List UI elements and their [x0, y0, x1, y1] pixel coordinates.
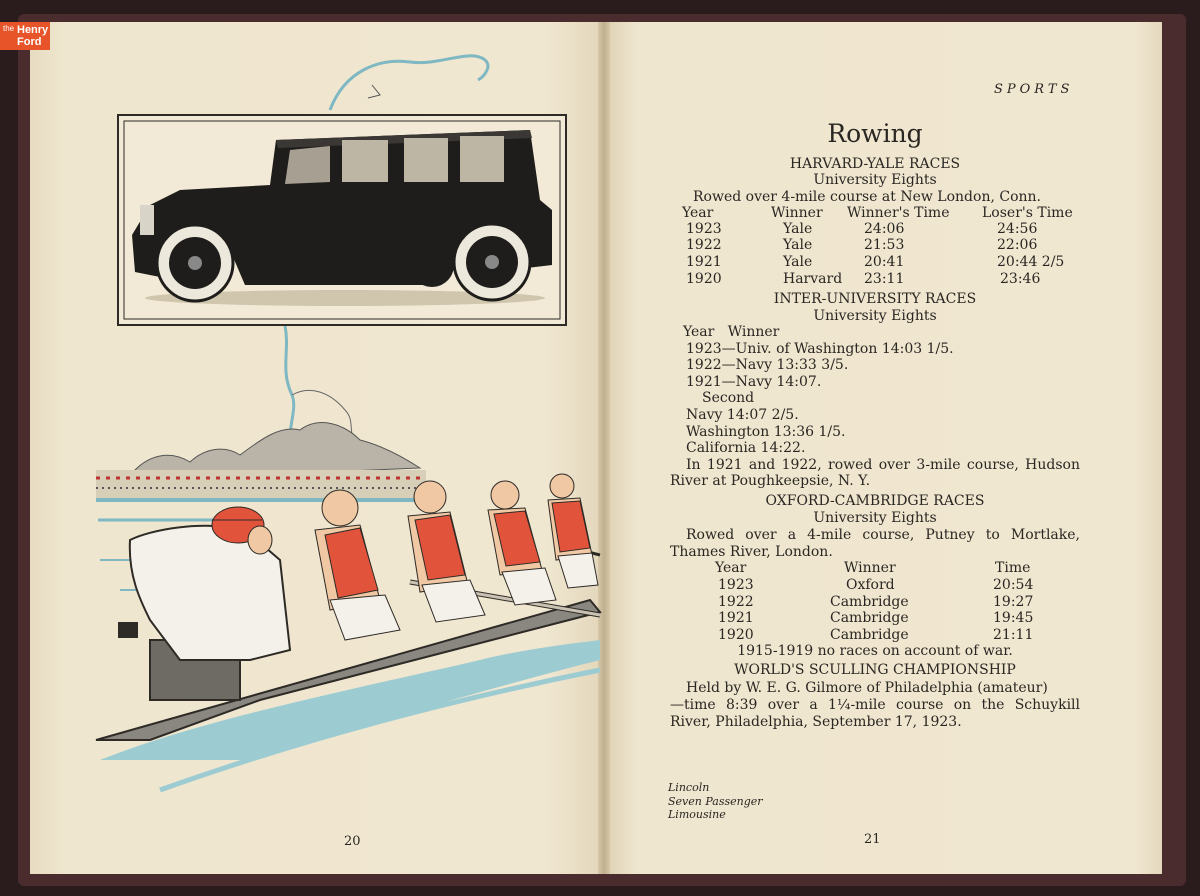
oc-row-3-winner: Cambridge: [830, 610, 909, 626]
harvard-yale-heading: HARVARD-YALE RACES: [789, 156, 961, 172]
oc-row-3-year: 1921: [718, 610, 754, 626]
logo-ford: Ford: [17, 36, 42, 48]
logo-henry: Henry: [17, 24, 49, 36]
hy-row-4-winner: Harvard: [783, 271, 843, 287]
car-caption-line-1: Lincoln: [668, 781, 710, 794]
hy-row-1-year: 1923: [686, 221, 722, 237]
page-title: Rowing: [827, 119, 923, 148]
sculling-line-1: Held by W. E. G. Gilmore of Philadelphia (amateur): [686, 680, 1048, 696]
hy-row-1-loser: 24:56: [997, 221, 1038, 237]
hy-col-winners-time: Winner's Time: [847, 205, 950, 221]
iu-result-1921: 1921—Navy 14:07.: [686, 374, 822, 390]
oc-row-2-year: 1922: [718, 594, 754, 610]
running-head: SPORTS: [994, 82, 1074, 97]
iu-second-1: Navy 14:07 2/5.: [686, 407, 799, 423]
hy-row-3-year: 1921: [686, 254, 722, 270]
sculling-line-3: River, Philadelphia, September 17, 1923.: [670, 714, 962, 730]
oc-row-1-time: 20:54: [993, 577, 1034, 593]
iu-second-2: Washington 13:36 1/5.: [686, 424, 846, 440]
oc-row-3-time: 19:45: [993, 610, 1034, 626]
rowing-illustration: [96, 423, 600, 790]
oc-col-winner: Winner: [844, 560, 896, 576]
car-caption-line-3: Limousine: [668, 808, 726, 821]
harvard-yale-note: Rowed over 4-mile course at New London, Conn.: [693, 189, 1041, 205]
iu-result-1922: 1922—Navy 13:33 3/5.: [686, 357, 849, 373]
oc-col-year: Year: [715, 560, 747, 576]
oc-note-line-2: Thames River, London.: [670, 544, 833, 560]
hy-row-4-year: 1920: [686, 271, 722, 287]
oc-war-note: 1915-1919 no races on account of war.: [737, 643, 1013, 659]
right-page-number: 21: [864, 832, 881, 847]
car-illustration: [118, 115, 566, 325]
oc-note-line-1: Rowed over a 4-mile course, Putney to Mortlake,: [686, 527, 1080, 543]
iu-column-header: Year Winner: [683, 324, 780, 340]
oc-col-time: Time: [995, 560, 1031, 576]
oxford-cambridge-heading: OXFORD-CAMBRIDGE RACES: [765, 493, 985, 509]
logo-the: the: [3, 24, 15, 33]
hy-row-2-time: 21:53: [864, 237, 905, 253]
iu-second-3: California 14:22.: [686, 440, 806, 456]
oxford-cambridge-subheading: University Eights: [813, 510, 937, 526]
sculling-line-2: —time 8:39 over a 1¼-mile course on the Schuykill: [670, 697, 1080, 713]
oc-row-2-winner: Cambridge: [830, 594, 909, 610]
hy-col-losers-time: Loser's Time: [982, 205, 1073, 221]
inter-university-heading: INTER-UNIVERSITY RACES: [773, 291, 977, 307]
iu-note-line-2: River at Poughkeepsie, N. Y.: [670, 473, 871, 489]
sculling-heading: WORLD'S SCULLING CHAMPIONSHIP: [734, 662, 1016, 678]
hy-row-2-loser: 22:06: [997, 237, 1038, 253]
hy-row-2-winner: Yale: [783, 237, 813, 253]
oc-row-1-year: 1923: [718, 577, 754, 593]
left-page-number: 20: [344, 834, 361, 849]
hy-row-4-loser: 23:46: [1000, 271, 1041, 287]
inter-university-subheading: University Eights: [813, 308, 937, 324]
iu-note-line-1: In 1921 and 1922, rowed over 3-mile course, Hudson: [686, 457, 1080, 473]
hy-row-3-time: 20:41: [864, 254, 905, 270]
hy-row-3-winner: Yale: [783, 254, 813, 270]
hy-col-winner: Winner: [771, 205, 823, 221]
oc-row-1-winner: Oxford: [846, 577, 895, 593]
hy-row-4-time: 23:11: [864, 271, 905, 287]
oc-row-4-winner: Cambridge: [830, 627, 909, 643]
hy-row-3-loser: 20:44 2/5: [997, 254, 1065, 270]
oc-row-4-time: 21:11: [993, 627, 1034, 643]
hy-row-1-winner: Yale: [783, 221, 813, 237]
oc-row-2-time: 19:27: [993, 594, 1034, 610]
hy-col-year: Year: [682, 205, 714, 221]
harvard-yale-subheading: University Eights: [813, 172, 937, 188]
iu-result-1923: 1923—Univ. of Washington 14:03 1/5.: [686, 341, 954, 357]
car-caption-line-2: Seven Passenger: [668, 795, 763, 808]
hy-row-1-time: 24:06: [864, 221, 905, 237]
hy-row-2-year: 1922: [686, 237, 722, 253]
iu-second-label: Second: [702, 390, 755, 406]
oc-row-4-year: 1920: [718, 627, 754, 643]
